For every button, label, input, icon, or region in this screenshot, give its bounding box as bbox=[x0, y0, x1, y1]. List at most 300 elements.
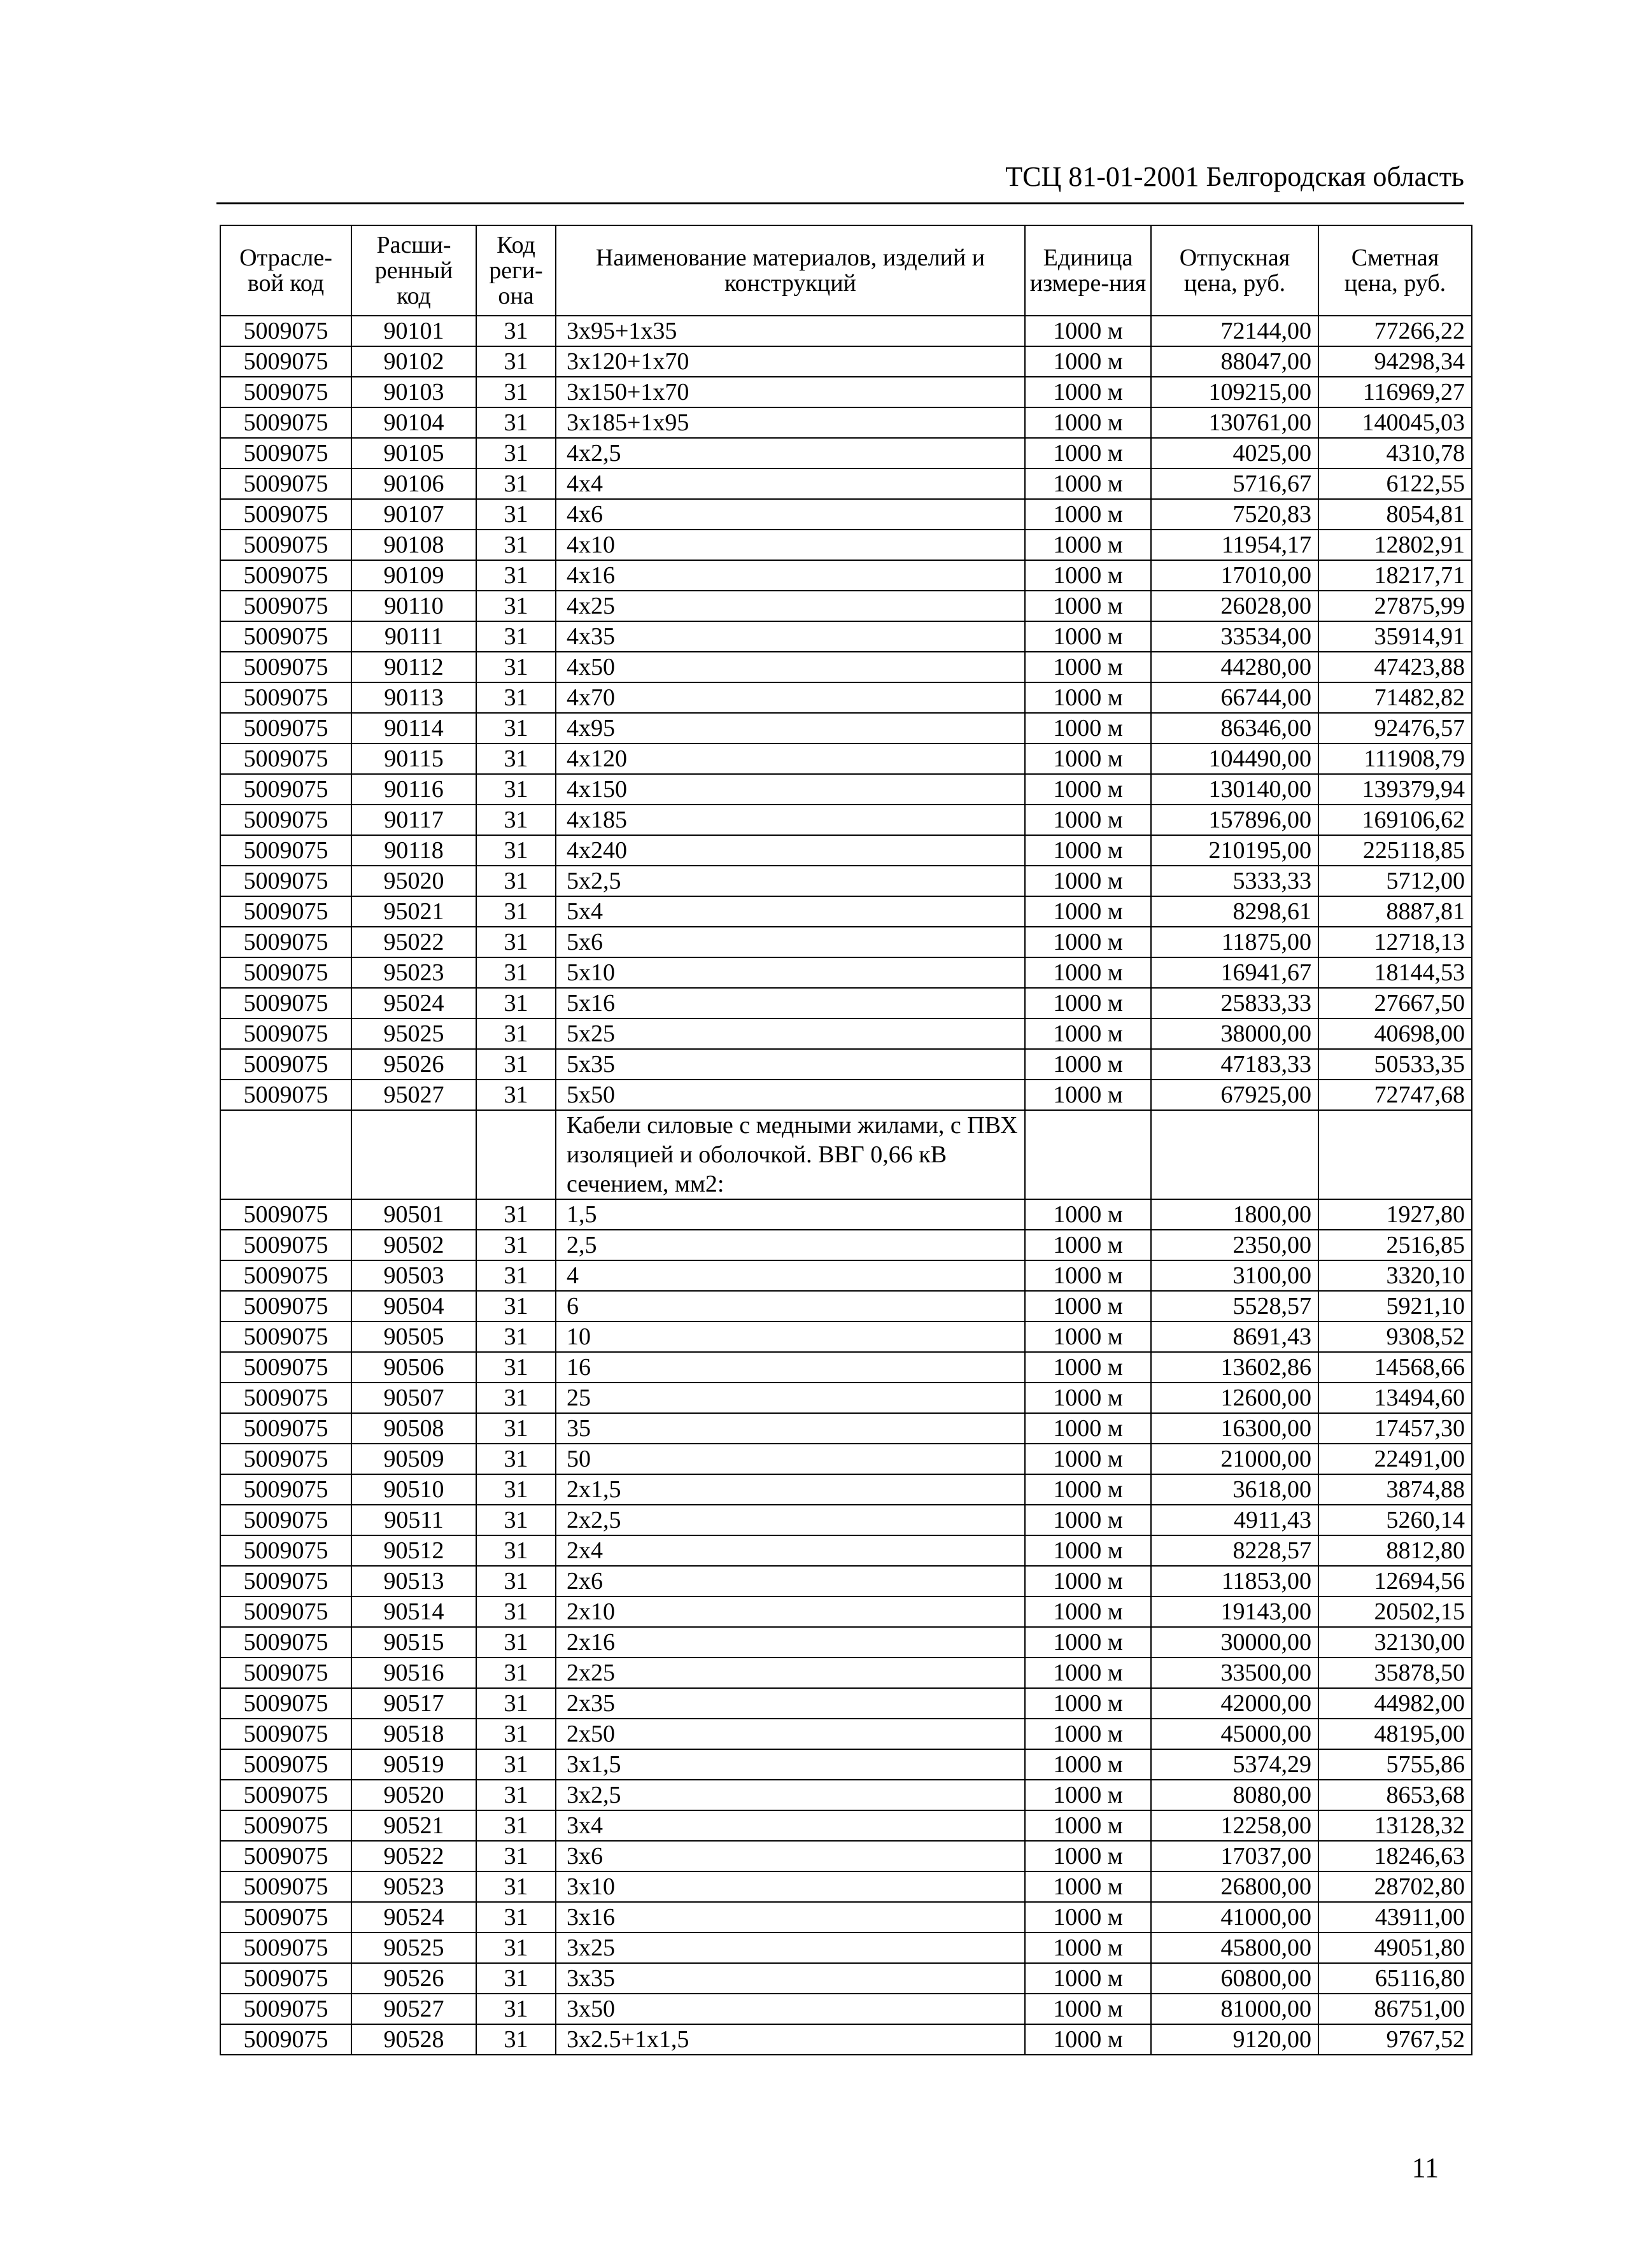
region-code-cell: 31 bbox=[476, 499, 556, 530]
estimate-price-cell: 71482,82 bbox=[1318, 682, 1472, 713]
unit-cell: 1000 м bbox=[1025, 1413, 1151, 1444]
estimate-price-cell: 169106,62 bbox=[1318, 805, 1472, 835]
estimate-price-cell: 12718,13 bbox=[1318, 927, 1472, 957]
estimate-price-cell: 2516,85 bbox=[1318, 1230, 1472, 1260]
release-price-cell: 8298,61 bbox=[1151, 896, 1318, 927]
region-code-cell: 31 bbox=[476, 621, 556, 652]
estimate-price-cell: 94298,34 bbox=[1318, 346, 1472, 377]
estimate-price-cell: 17457,30 bbox=[1318, 1413, 1472, 1444]
estimate-price-cell: 116969,27 bbox=[1318, 377, 1472, 407]
col-header-unit: Единица измере-ния bbox=[1025, 225, 1151, 316]
estimate-price-cell: 4310,78 bbox=[1318, 438, 1472, 468]
estimate-price-cell: 20502,15 bbox=[1318, 1596, 1472, 1627]
extended-code-cell: 90516 bbox=[351, 1658, 476, 1688]
extended-code-cell: 90501 bbox=[351, 1199, 476, 1230]
unit-cell: 1000 м bbox=[1025, 1383, 1151, 1413]
col-header-release-price: Отпускная цена, руб. bbox=[1151, 225, 1318, 316]
extended-code-cell: 95021 bbox=[351, 896, 476, 927]
header-rule bbox=[216, 202, 1464, 204]
estimate-price-cell: 225118,85 bbox=[1318, 835, 1472, 866]
release-price-cell: 16300,00 bbox=[1151, 1413, 1318, 1444]
estimate-price-cell: 65116,80 bbox=[1318, 1963, 1472, 1994]
material-name-cell: 5x35 bbox=[556, 1049, 1025, 1080]
table-row bbox=[220, 621, 1472, 652]
sector-code-cell: 5009075 bbox=[220, 468, 351, 499]
sector-code-cell: 5009075 bbox=[220, 1841, 351, 1871]
region-code-cell: 31 bbox=[476, 591, 556, 621]
region-code-cell: 31 bbox=[476, 1902, 556, 1933]
release-price-cell: 45000,00 bbox=[1151, 1719, 1318, 1749]
sector-code-cell: 5009075 bbox=[220, 499, 351, 530]
material-name-cell: 2x25 bbox=[556, 1658, 1025, 1688]
extended-code-cell: 90503 bbox=[351, 1260, 476, 1291]
extended-code-cell: 90114 bbox=[351, 713, 476, 743]
release-price-cell: 5333,33 bbox=[1151, 866, 1318, 896]
unit-cell: 1000 м bbox=[1025, 652, 1151, 682]
region-code-cell: 31 bbox=[476, 377, 556, 407]
table-row bbox=[220, 1810, 1472, 1841]
estimate-price-cell: 140045,03 bbox=[1318, 407, 1472, 438]
table-row bbox=[220, 468, 1472, 499]
estimate-price-cell: 111908,79 bbox=[1318, 743, 1472, 774]
estimate-price-cell: 14568,66 bbox=[1318, 1352, 1472, 1383]
unit-cell: 1000 м bbox=[1025, 743, 1151, 774]
unit-cell: 1000 м bbox=[1025, 835, 1151, 866]
estimate-price-cell: 43911,00 bbox=[1318, 1902, 1472, 1933]
region-code-cell: 31 bbox=[476, 1688, 556, 1719]
material-name-cell: 4 bbox=[556, 1260, 1025, 1291]
estimate-price-cell: 50533,35 bbox=[1318, 1049, 1472, 1080]
region-code-cell: 31 bbox=[476, 1291, 556, 1321]
extended-code-cell: 90113 bbox=[351, 682, 476, 713]
unit-cell: 1000 м bbox=[1025, 957, 1151, 988]
release-price-cell: 21000,00 bbox=[1151, 1444, 1318, 1474]
region-code-cell: 31 bbox=[476, 682, 556, 713]
material-name-cell: 25 bbox=[556, 1383, 1025, 1413]
sector-code-cell: 5009075 bbox=[220, 866, 351, 896]
extended-code-cell: 90112 bbox=[351, 652, 476, 682]
table-row bbox=[220, 1719, 1472, 1749]
release-price-cell: 16941,67 bbox=[1151, 957, 1318, 988]
region-code-cell: 31 bbox=[476, 316, 556, 346]
release-price-cell: 4025,00 bbox=[1151, 438, 1318, 468]
material-name-cell: 10 bbox=[556, 1321, 1025, 1352]
region-code-cell: 31 bbox=[476, 957, 556, 988]
extended-code-cell: 90526 bbox=[351, 1963, 476, 1994]
estimate-price-cell: 18246,63 bbox=[1318, 1841, 1472, 1871]
sector-code-cell: 5009075 bbox=[220, 346, 351, 377]
extended-code-cell: 90107 bbox=[351, 499, 476, 530]
material-name-cell: 3x2,5 bbox=[556, 1780, 1025, 1810]
sector-code-cell: 5009075 bbox=[220, 1230, 351, 1260]
region-code-cell: 31 bbox=[476, 1535, 556, 1566]
release-price-cell: 3100,00 bbox=[1151, 1260, 1318, 1291]
estimate-price-cell: 5712,00 bbox=[1318, 866, 1472, 896]
material-name-cell: 4x6 bbox=[556, 499, 1025, 530]
extended-code-cell: 90522 bbox=[351, 1841, 476, 1871]
region-code-cell: 31 bbox=[476, 1841, 556, 1871]
unit-cell: 1000 м bbox=[1025, 805, 1151, 835]
material-name-cell: 3x150+1x70 bbox=[556, 377, 1025, 407]
col-header-estimate-price: Сметная цена, руб. bbox=[1318, 225, 1472, 316]
table-row bbox=[220, 2024, 1472, 2055]
extended-code-cell: 90519 bbox=[351, 1749, 476, 1780]
table-row bbox=[220, 1321, 1472, 1352]
table-row bbox=[220, 438, 1472, 468]
release-price-cell: 12258,00 bbox=[1151, 1810, 1318, 1841]
table-row bbox=[220, 896, 1472, 927]
extended-code-cell: 90512 bbox=[351, 1535, 476, 1566]
table-row bbox=[220, 988, 1472, 1018]
estimate-price-cell: 5921,10 bbox=[1318, 1291, 1472, 1321]
estimate-price-cell: 27875,99 bbox=[1318, 591, 1472, 621]
material-name-cell: 4x240 bbox=[556, 835, 1025, 866]
release-price-cell: 4911,43 bbox=[1151, 1505, 1318, 1535]
estimate-price-cell: 48195,00 bbox=[1318, 1719, 1472, 1749]
sector-code-cell: 5009075 bbox=[220, 1383, 351, 1413]
estimate-price-cell: 49051,80 bbox=[1318, 1933, 1472, 1963]
estimate-price-cell: 35914,91 bbox=[1318, 621, 1472, 652]
unit-cell: 1000 м bbox=[1025, 377, 1151, 407]
material-name-cell: 3x25 bbox=[556, 1933, 1025, 1963]
unit-cell: 1000 м bbox=[1025, 1871, 1151, 1902]
table-row bbox=[220, 1230, 1472, 1260]
release-price-cell: 8080,00 bbox=[1151, 1780, 1318, 1810]
sector-code-cell: 5009075 bbox=[220, 1199, 351, 1230]
extended-code-cell: 90102 bbox=[351, 346, 476, 377]
table-row bbox=[220, 774, 1472, 805]
extended-code-cell: 90524 bbox=[351, 1902, 476, 1933]
sector-code-cell: 5009075 bbox=[220, 1994, 351, 2024]
unit-cell: 1000 м bbox=[1025, 1080, 1151, 1110]
table-row bbox=[220, 1596, 1472, 1627]
extended-code-cell: 90506 bbox=[351, 1352, 476, 1383]
page-number: 11 bbox=[1411, 2152, 1439, 2183]
estimate-price-cell: 8054,81 bbox=[1318, 499, 1472, 530]
table-row bbox=[220, 682, 1472, 713]
unit-cell: 1000 м bbox=[1025, 713, 1151, 743]
table-row bbox=[220, 1658, 1472, 1688]
extended-code-cell: 90103 bbox=[351, 377, 476, 407]
release-price-cell: 45800,00 bbox=[1151, 1933, 1318, 1963]
region-code-cell: 31 bbox=[476, 1444, 556, 1474]
unit-cell: 1000 м bbox=[1025, 1230, 1151, 1260]
unit-cell: 1000 м bbox=[1025, 1474, 1151, 1505]
material-name-cell: 3x10 bbox=[556, 1871, 1025, 1902]
table-row bbox=[220, 316, 1472, 346]
material-name-cell: 5x25 bbox=[556, 1018, 1025, 1049]
region-code-cell: 31 bbox=[476, 1352, 556, 1383]
estimate-price-cell: 5260,14 bbox=[1318, 1505, 1472, 1535]
sector-code-cell: 5009075 bbox=[220, 1018, 351, 1049]
material-name-cell: 4x70 bbox=[556, 682, 1025, 713]
material-name-cell: 2x2,5 bbox=[556, 1505, 1025, 1535]
extended-code-cell: 90117 bbox=[351, 805, 476, 835]
unit-cell: 1000 м bbox=[1025, 988, 1151, 1018]
estimate-price-cell: 44982,00 bbox=[1318, 1688, 1472, 1719]
release-price-cell: 86346,00 bbox=[1151, 713, 1318, 743]
region-code-cell: 31 bbox=[476, 652, 556, 682]
release-price-cell: 88047,00 bbox=[1151, 346, 1318, 377]
estimate-price-cell: 40698,00 bbox=[1318, 1018, 1472, 1049]
table-row bbox=[220, 1780, 1472, 1810]
region-code-cell: 31 bbox=[476, 1627, 556, 1658]
table-row bbox=[220, 1688, 1472, 1719]
release-price-cell: 38000,00 bbox=[1151, 1018, 1318, 1049]
unit-cell: 1000 м bbox=[1025, 1291, 1151, 1321]
extended-code-cell: 90509 bbox=[351, 1444, 476, 1474]
sector-code-cell: 5009075 bbox=[220, 407, 351, 438]
sector-code-cell: 5009075 bbox=[220, 957, 351, 988]
table-row bbox=[220, 1199, 1472, 1230]
unit-cell: 1000 м bbox=[1025, 591, 1151, 621]
region-code-cell: 31 bbox=[476, 1505, 556, 1535]
material-name-cell: 2x16 bbox=[556, 1627, 1025, 1658]
sector-code-cell: 5009075 bbox=[220, 316, 351, 346]
unit-cell: 1000 м bbox=[1025, 499, 1151, 530]
release-price-cell: 41000,00 bbox=[1151, 1902, 1318, 1933]
release-price-cell: 67925,00 bbox=[1151, 1080, 1318, 1110]
estimate-price-cell: 77266,22 bbox=[1318, 316, 1472, 346]
unit-cell: 1000 м bbox=[1025, 316, 1151, 346]
extended-code-cell: 90106 bbox=[351, 468, 476, 499]
extended-code-cell: 90513 bbox=[351, 1566, 476, 1596]
table-row bbox=[220, 927, 1472, 957]
release-price-cell: 60800,00 bbox=[1151, 1963, 1318, 1994]
table-body-part2 bbox=[220, 1199, 1472, 2055]
sector-code-cell: 5009075 bbox=[220, 1810, 351, 1841]
unit-cell: 1000 м bbox=[1025, 1994, 1151, 2024]
table-row bbox=[220, 835, 1472, 866]
unit-cell: 1000 м bbox=[1025, 1596, 1151, 1627]
release-price-cell: 19143,00 bbox=[1151, 1596, 1318, 1627]
release-price-cell: 3618,00 bbox=[1151, 1474, 1318, 1505]
release-price-cell: 157896,00 bbox=[1151, 805, 1318, 835]
region-code-cell: 31 bbox=[476, 560, 556, 591]
release-price-cell: 8228,57 bbox=[1151, 1535, 1318, 1566]
extended-code-cell: 90504 bbox=[351, 1291, 476, 1321]
material-name-cell: 5x50 bbox=[556, 1080, 1025, 1110]
extended-code-cell: 90118 bbox=[351, 835, 476, 866]
release-price-cell: 26800,00 bbox=[1151, 1871, 1318, 1902]
table-row bbox=[220, 1994, 1472, 2024]
estimate-price-cell: 47423,88 bbox=[1318, 652, 1472, 682]
table-row bbox=[220, 346, 1472, 377]
sector-code-cell: 5009075 bbox=[220, 988, 351, 1018]
unit-cell: 1000 м bbox=[1025, 1933, 1151, 1963]
unit-cell: 1000 м bbox=[1025, 1963, 1151, 1994]
sector-code-cell: 5009075 bbox=[220, 1413, 351, 1444]
table-row bbox=[220, 1352, 1472, 1383]
region-code-cell: 31 bbox=[476, 866, 556, 896]
unit-cell: 1000 м bbox=[1025, 1321, 1151, 1352]
estimate-price-cell: 8887,81 bbox=[1318, 896, 1472, 927]
region-code-cell: 31 bbox=[476, 1749, 556, 1780]
unit-cell: 1000 м bbox=[1025, 1841, 1151, 1871]
estimate-price-cell: 9767,52 bbox=[1318, 2024, 1472, 2055]
unit-cell: 1000 м bbox=[1025, 1749, 1151, 1780]
material-name-cell: 4x16 bbox=[556, 560, 1025, 591]
unit-cell: 1000 м bbox=[1025, 927, 1151, 957]
estimate-price-cell: 32130,00 bbox=[1318, 1627, 1472, 1658]
region-code-cell: 31 bbox=[476, 1413, 556, 1444]
table-row bbox=[220, 1933, 1472, 1963]
unit-cell: 1000 м bbox=[1025, 1780, 1151, 1810]
estimate-price-cell: 18217,71 bbox=[1318, 560, 1472, 591]
release-price-cell: 33500,00 bbox=[1151, 1658, 1318, 1688]
estimate-price-cell: 72747,68 bbox=[1318, 1080, 1472, 1110]
table-row bbox=[220, 1841, 1472, 1871]
estimate-price-cell: 18144,53 bbox=[1318, 957, 1472, 988]
material-name-cell: 2x6 bbox=[556, 1566, 1025, 1596]
section-title: Кабели силовые с медными жилами, с ПВХ изоляцией и оболочкой. ВВГ 0,66 кВ сечением, мм2: bbox=[556, 1110, 1025, 1199]
material-name-cell: 4x185 bbox=[556, 805, 1025, 835]
unit-cell: 1000 м bbox=[1025, 1049, 1151, 1080]
extended-code-cell: 90507 bbox=[351, 1383, 476, 1413]
estimate-price-cell: 35878,50 bbox=[1318, 1658, 1472, 1688]
material-name-cell: 1,5 bbox=[556, 1199, 1025, 1230]
table-row bbox=[220, 957, 1472, 988]
table-row bbox=[220, 805, 1472, 835]
region-code-cell: 31 bbox=[476, 346, 556, 377]
material-name-cell: 3x2.5+1x1,5 bbox=[556, 2024, 1025, 2055]
extended-code-cell: 90510 bbox=[351, 1474, 476, 1505]
unit-cell: 1000 м bbox=[1025, 438, 1151, 468]
sector-code-cell: 5009075 bbox=[220, 530, 351, 560]
table-row bbox=[220, 1444, 1472, 1474]
unit-cell: 1000 м bbox=[1025, 774, 1151, 805]
estimate-price-cell: 9308,52 bbox=[1318, 1321, 1472, 1352]
region-code-cell: 31 bbox=[476, 1474, 556, 1505]
unit-cell: 1000 м bbox=[1025, 1199, 1151, 1230]
material-name-cell: 5x4 bbox=[556, 896, 1025, 927]
table-row bbox=[220, 1871, 1472, 1902]
region-code-cell: 31 bbox=[476, 1260, 556, 1291]
region-code-cell: 31 bbox=[476, 835, 556, 866]
unit-cell: 1000 м bbox=[1025, 1535, 1151, 1566]
table-row bbox=[220, 407, 1472, 438]
material-name-cell: 3x120+1x70 bbox=[556, 346, 1025, 377]
material-name-cell: 2x50 bbox=[556, 1719, 1025, 1749]
extended-code-cell: 90521 bbox=[351, 1810, 476, 1841]
unit-cell: 1000 м bbox=[1025, 1658, 1151, 1688]
release-price-cell: 81000,00 bbox=[1151, 1994, 1318, 2024]
sector-code-cell: 5009075 bbox=[220, 1749, 351, 1780]
sector-code-cell: 5009075 bbox=[220, 1260, 351, 1291]
sector-code-cell: 5009075 bbox=[220, 1505, 351, 1535]
extended-code-cell: 90511 bbox=[351, 1505, 476, 1535]
material-name-cell: 4x120 bbox=[556, 743, 1025, 774]
section-row bbox=[220, 1110, 1472, 1199]
material-name-cell: 3x16 bbox=[556, 1902, 1025, 1933]
extended-code-cell: 90111 bbox=[351, 621, 476, 652]
unit-cell: 1000 м bbox=[1025, 2024, 1151, 2055]
region-code-cell: 31 bbox=[476, 1049, 556, 1080]
material-name-cell: 3x1,5 bbox=[556, 1749, 1025, 1780]
extended-code-cell: 90108 bbox=[351, 530, 476, 560]
material-name-cell: 4x50 bbox=[556, 652, 1025, 682]
sector-code-cell: 5009075 bbox=[220, 1080, 351, 1110]
region-code-cell: 31 bbox=[476, 774, 556, 805]
release-price-cell: 9120,00 bbox=[1151, 2024, 1318, 2055]
sector-code-cell: 5009075 bbox=[220, 438, 351, 468]
material-name-cell: 4x10 bbox=[556, 530, 1025, 560]
table-row bbox=[220, 1749, 1472, 1780]
unit-cell: 1000 м bbox=[1025, 346, 1151, 377]
sector-code-cell: 5009075 bbox=[220, 927, 351, 957]
extended-code-cell: 90109 bbox=[351, 560, 476, 591]
region-code-cell: 31 bbox=[476, 1933, 556, 1963]
sector-code-cell: 5009075 bbox=[220, 1688, 351, 1719]
unit-cell: 1000 м bbox=[1025, 896, 1151, 927]
estimate-price-cell: 6122,55 bbox=[1318, 468, 1472, 499]
region-code-cell: 31 bbox=[476, 1871, 556, 1902]
region-code-cell: 31 bbox=[476, 743, 556, 774]
sector-code-cell: 5009075 bbox=[220, 1444, 351, 1474]
unit-cell: 1000 м bbox=[1025, 468, 1151, 499]
table-row bbox=[220, 1963, 1472, 1994]
sector-code-cell: 5009075 bbox=[220, 1291, 351, 1321]
region-code-cell: 31 bbox=[476, 1018, 556, 1049]
table-section bbox=[220, 1110, 1472, 1199]
region-code-cell: 31 bbox=[476, 2024, 556, 2055]
unit-cell: 1000 м bbox=[1025, 1688, 1151, 1719]
material-name-cell: 2,5 bbox=[556, 1230, 1025, 1260]
region-code-cell: 31 bbox=[476, 1080, 556, 1110]
extended-code-cell: 90101 bbox=[351, 316, 476, 346]
table-row bbox=[220, 377, 1472, 407]
table-row bbox=[220, 1505, 1472, 1535]
material-name-cell: 3x50 bbox=[556, 1994, 1025, 2024]
sector-code-cell: 5009075 bbox=[220, 560, 351, 591]
material-name-cell: 5x16 bbox=[556, 988, 1025, 1018]
release-price-cell: 72144,00 bbox=[1151, 316, 1318, 346]
estimate-price-cell: 13494,60 bbox=[1318, 1383, 1472, 1413]
region-code-cell: 31 bbox=[476, 530, 556, 560]
unit-cell: 1000 м bbox=[1025, 682, 1151, 713]
region-code-cell: 31 bbox=[476, 468, 556, 499]
release-price-cell: 2350,00 bbox=[1151, 1230, 1318, 1260]
table-row bbox=[220, 1260, 1472, 1291]
estimate-price-cell: 139379,94 bbox=[1318, 774, 1472, 805]
region-code-cell: 31 bbox=[476, 988, 556, 1018]
unit-cell: 1000 м bbox=[1025, 866, 1151, 896]
material-name-cell: 5x2,5 bbox=[556, 866, 1025, 896]
release-price-cell: 5716,67 bbox=[1151, 468, 1318, 499]
sector-code-cell: 5009075 bbox=[220, 1719, 351, 1749]
table-row bbox=[220, 1413, 1472, 1444]
unit-cell: 1000 м bbox=[1025, 1505, 1151, 1535]
unit-cell: 1000 м bbox=[1025, 1018, 1151, 1049]
extended-code-cell: 95027 bbox=[351, 1080, 476, 1110]
release-price-cell: 8691,43 bbox=[1151, 1321, 1318, 1352]
release-price-cell: 25833,33 bbox=[1151, 988, 1318, 1018]
table-row bbox=[220, 560, 1472, 591]
extended-code-cell: 90525 bbox=[351, 1933, 476, 1963]
unit-cell: 1000 м bbox=[1025, 407, 1151, 438]
table-row bbox=[220, 1566, 1472, 1596]
region-code-cell: 31 bbox=[476, 1780, 556, 1810]
extended-code-cell: 90528 bbox=[351, 2024, 476, 2055]
sector-code-cell: 5009075 bbox=[220, 591, 351, 621]
region-code-cell: 31 bbox=[476, 438, 556, 468]
release-price-cell: 13602,86 bbox=[1151, 1352, 1318, 1383]
sector-code-cell: 5009075 bbox=[220, 652, 351, 682]
material-name-cell: 5x6 bbox=[556, 927, 1025, 957]
release-price-cell: 47183,33 bbox=[1151, 1049, 1318, 1080]
unit-cell: 1000 м bbox=[1025, 1810, 1151, 1841]
extended-code-cell: 95025 bbox=[351, 1018, 476, 1049]
